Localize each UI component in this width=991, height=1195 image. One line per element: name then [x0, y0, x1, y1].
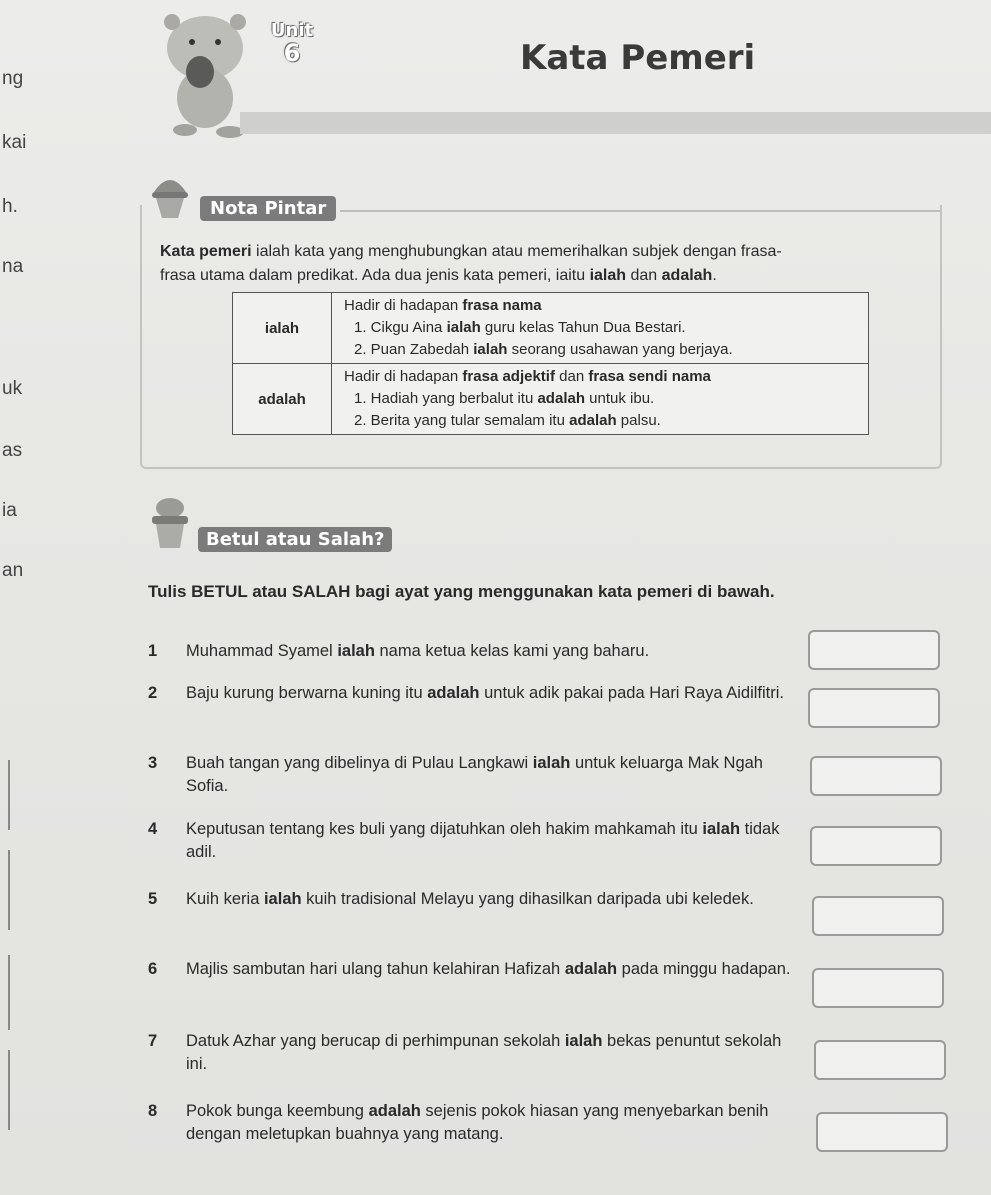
question-segment: bekas penuntut sekolah ini. — [186, 1032, 782, 1073]
question-number: 4 — [148, 820, 158, 838]
rule-keyword: frasa nama — [462, 297, 542, 314]
question-segment: Baju kurung berwarna kuning itu — [186, 684, 428, 702]
intro-text: . — [712, 267, 717, 284]
question-text — [186, 958, 798, 981]
question-segment: untuk adik pakai pada Hari Raya Aidilfitri. — [479, 684, 785, 702]
example-text: 1. Hadiah yang berbalut itu — [354, 390, 538, 407]
question-number: 6 — [148, 960, 158, 978]
edge-fragment: ia — [2, 500, 17, 521]
question-segment: pada minggu hadapan. — [617, 960, 791, 978]
edge-fragment: uk — [2, 378, 23, 399]
example-text: palsu. — [616, 412, 661, 429]
edge-fragment: kai — [2, 132, 27, 153]
example — [344, 410, 856, 432]
example-keyword: ialah — [446, 319, 481, 336]
question-keyword: ialah — [337, 642, 375, 660]
nota-pintar-label: Nota Pintar — [200, 196, 336, 221]
edge-fragment: h. — [2, 196, 18, 217]
example-text: untuk ibu. — [585, 390, 655, 407]
answer-box[interactable] — [816, 1112, 948, 1152]
example-keyword: adalah — [537, 390, 585, 407]
question-number: 1 — [148, 642, 158, 660]
question-keyword: adalah — [427, 684, 480, 702]
question-item — [148, 818, 798, 864]
answer-box[interactable] — [812, 968, 944, 1008]
intro-keyword: ialah — [589, 267, 627, 284]
question-text — [186, 752, 798, 798]
example-text: seorang usahawan yang berjaya. — [507, 341, 733, 358]
edge-fragment: an — [2, 560, 24, 581]
pemeri-type: ialah — [233, 293, 332, 364]
question-item — [148, 640, 798, 663]
question-text — [186, 682, 798, 705]
question-segment: Muhammad Syamel — [186, 642, 338, 660]
question-item — [148, 888, 798, 911]
question-segment: Keputusan tentang kes buli yang dijatuhkan oleh hakim mahkamah itu — [186, 820, 703, 838]
pemeri-rule-cell — [332, 293, 869, 364]
edge-fragment: na — [2, 256, 24, 277]
intro-term: Kata pemeri — [160, 243, 252, 260]
pemeri-rule-cell — [332, 364, 869, 435]
rule-text: Hadir di hadapan — [344, 297, 463, 314]
question-segment: Kuih keria — [186, 890, 264, 908]
question-item — [148, 1030, 798, 1076]
page-title: Kata Pemeri — [520, 38, 756, 78]
question-text — [186, 818, 798, 864]
question-keyword: adalah — [564, 960, 618, 978]
answer-box[interactable] — [808, 630, 940, 670]
table-row — [233, 293, 869, 364]
betul-atau-salah-label: Betul atau Salah? — [198, 527, 392, 552]
question-segment: kuih tradisional Melayu yang dihasilkan daripada ubi keledek. — [301, 890, 754, 908]
facing-page-edge — [0, 0, 40, 1195]
nota-pintar-intro — [160, 240, 930, 288]
header-band — [240, 112, 991, 134]
pemeri-rule — [344, 295, 856, 317]
question-text — [186, 1030, 798, 1076]
example-text: 2. Puan Zabedah — [354, 341, 474, 358]
edge-divider — [8, 1050, 10, 1130]
edge-fragment: as — [2, 440, 23, 461]
example-text: guru kelas Tahun Dua Bestari. — [480, 319, 686, 336]
question-segment: nama ketua kelas kami yang baharu. — [374, 642, 650, 660]
example-keyword: adalah — [569, 412, 617, 429]
answer-box[interactable] — [814, 1040, 946, 1080]
example-text: 1. Cikgu Aina — [354, 319, 447, 336]
question-keyword: adalah — [368, 1102, 421, 1120]
intro-text: frasa utama dalam predikat. Ada dua jenis kata pemeri, iaitu — [160, 267, 590, 284]
kata-pemeri-table — [232, 292, 869, 435]
question-keyword: ialah — [702, 820, 741, 838]
rule-text: Hadir di hadapan — [344, 368, 463, 385]
question-keyword: ialah — [532, 754, 571, 772]
table-row — [233, 364, 869, 435]
question-item — [148, 1100, 798, 1146]
answer-box[interactable] — [812, 896, 944, 936]
rule-keyword: frasa adjektif — [462, 368, 555, 385]
question-segment: Datuk Azhar yang berucap di perhimpunan sekolah — [186, 1032, 565, 1050]
edge-divider — [8, 955, 10, 1030]
question-number: 7 — [148, 1032, 158, 1050]
question-number: 5 — [148, 890, 158, 908]
edge-fragment: ng — [2, 68, 24, 89]
answer-box[interactable] — [808, 688, 940, 728]
question-text — [186, 640, 798, 663]
answer-box[interactable] — [810, 756, 942, 796]
question-number: 8 — [148, 1102, 158, 1120]
answer-box[interactable] — [810, 826, 942, 866]
question-number: 2 — [148, 684, 158, 702]
exercise-instruction: Tulis BETUL atau SALAH bagi ayat yang menggunakan kata pemeri di bawah. — [148, 582, 775, 601]
pemeri-type: adalah — [233, 364, 332, 435]
edge-divider — [8, 850, 10, 930]
example — [344, 388, 856, 410]
question-segment: tidak adil. — [186, 820, 780, 861]
question-item — [148, 752, 798, 798]
example-text: 2. Berita yang tular semalam itu — [354, 412, 570, 429]
example — [344, 339, 856, 361]
rule-text: dan — [554, 368, 589, 385]
cupcake-icon — [148, 494, 192, 550]
rule-keyword: frasa sendi nama — [588, 368, 711, 385]
unit-number: 6 — [283, 39, 301, 67]
question-keyword: ialah — [564, 1032, 603, 1050]
question-keyword: ialah — [263, 890, 302, 908]
edge-divider — [8, 760, 10, 830]
example-keyword: ialah — [473, 341, 508, 358]
intro-keyword: adalah — [661, 267, 713, 284]
question-segment: Buah tangan yang dibelinya di Pulau Langkawi — [186, 754, 533, 772]
question-segment: Majlis sambutan hari ulang tahun kelahiran Hafizah — [186, 960, 565, 978]
intro-text: ialah kata yang menghubungkan atau memerihalkan subjek dengan frasa- — [251, 243, 782, 260]
question-item — [148, 958, 798, 981]
question-text — [186, 888, 798, 911]
pemeri-rule — [344, 366, 856, 388]
example — [344, 317, 856, 339]
question-segment: Pokok bunga keembung — [186, 1102, 369, 1120]
intro-text: dan — [626, 267, 662, 284]
unit-badge — [262, 22, 322, 66]
question-number: 3 — [148, 754, 158, 772]
unit-label: Unit — [270, 20, 314, 41]
question-segment: untuk keluarga Mak Ngah Sofia. — [186, 754, 763, 795]
question-item — [148, 682, 798, 705]
question-text — [186, 1100, 798, 1146]
question-segment: sejenis pokok hiasan yang menyebarkan benih dengan meletupkan buahnya yang matang. — [186, 1102, 769, 1143]
